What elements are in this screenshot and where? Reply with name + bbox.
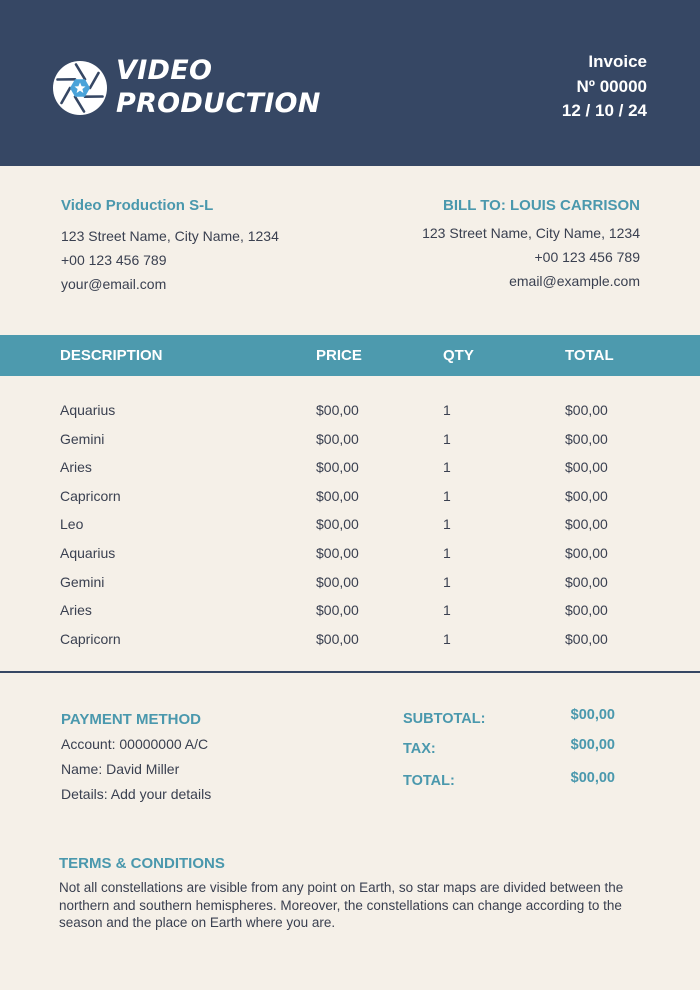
row-description: Gemini (60, 573, 105, 590)
table-row (0, 539, 700, 568)
row-total: $00,00 (565, 487, 608, 504)
row-price: $00,00 (316, 544, 359, 561)
sender-phone: +00 123 456 789 (61, 252, 167, 268)
subtotal-value: $00,00 (570, 707, 615, 723)
row-total: $00,00 (565, 516, 608, 533)
row-price: $00,00 (316, 630, 359, 647)
sender-email: your@email.com (61, 276, 167, 292)
tax-label: TAX: (403, 741, 436, 757)
row-price: $00,00 (316, 430, 359, 447)
total-label: TOTAL: (403, 773, 455, 789)
brand-name (116, 54, 321, 120)
invoice-label: Invoice (588, 52, 647, 71)
row-qty: 1 (443, 459, 451, 476)
table-divider (0, 671, 700, 673)
table-row (0, 396, 700, 425)
tax-value: $00,00 (570, 737, 615, 753)
sender-name: Video Production S-L (61, 197, 214, 214)
table-row (0, 482, 700, 511)
table-row (0, 568, 700, 597)
payment-account: Account: 00000000 A/C (61, 736, 209, 752)
invoice-number: Nº 00000 (576, 76, 647, 96)
row-qty: 1 (443, 430, 451, 447)
row-description: Capricorn (60, 487, 121, 504)
payment-details: Details: Add your details (61, 786, 212, 802)
column-header-total: TOTAL (565, 347, 614, 364)
table-row (0, 596, 700, 625)
total-value: $00,00 (570, 770, 615, 786)
table-row (0, 453, 700, 482)
row-total: $00,00 (565, 630, 608, 647)
row-description: Aquarius (60, 544, 116, 561)
row-total: $00,00 (565, 602, 608, 619)
items-table-header (0, 335, 700, 376)
row-qty: 1 (443, 516, 451, 533)
row-description: Capricorn (60, 630, 121, 647)
table-row (0, 625, 700, 654)
brand-line-1: VIDEO (116, 55, 213, 86)
table-row (0, 510, 700, 539)
row-total: $00,00 (565, 544, 608, 561)
row-qty: 1 (443, 402, 451, 418)
bill-to-phone: +00 123 456 789 (534, 249, 640, 265)
payment-title: PAYMENT METHOD (61, 711, 202, 728)
row-description: Aries (60, 602, 92, 619)
row-total: $00,00 (565, 430, 608, 447)
invoice-header (0, 0, 700, 166)
row-qty: 1 (443, 602, 451, 619)
bill-to-info (422, 196, 640, 293)
brand-line-2: PRODUCTION (116, 88, 321, 119)
row-price: $00,00 (316, 516, 359, 533)
column-header-qty: QTY (443, 347, 474, 364)
camera-aperture-star-icon (52, 60, 108, 116)
row-total: $00,00 (565, 573, 608, 590)
row-price: $00,00 (316, 459, 359, 476)
column-header-description: DESCRIPTION (60, 347, 163, 364)
subtotal-label: SUBTOTAL: (403, 711, 486, 727)
row-price: $00,00 (316, 487, 359, 504)
row-price: $00,00 (316, 402, 359, 418)
invoice-date: 12 / 10 / 24 (561, 101, 647, 120)
row-description: Gemini (60, 430, 105, 447)
row-qty: 1 (443, 573, 451, 590)
bill-to-address: 123 Street Name, City Name, 1234 (422, 225, 640, 241)
bill-to-email: email@example.com (509, 273, 640, 289)
row-price: $00,00 (316, 573, 359, 590)
sender-address: 123 Street Name, City Name, 1234 (61, 228, 279, 244)
totals-summary (403, 706, 623, 796)
payment-name: Name: David Miller (61, 761, 180, 777)
terms-title: TERMS & CONDITIONS (59, 855, 225, 872)
row-total: $00,00 (565, 459, 608, 476)
sender-info (61, 196, 279, 296)
items-table-body (0, 396, 700, 653)
row-qty: 1 (443, 544, 451, 561)
payment-method (61, 710, 211, 807)
row-description: Aquarius (60, 402, 116, 418)
terms-and-conditions (59, 854, 659, 932)
row-qty: 1 (443, 630, 451, 647)
column-header-price: PRICE (316, 347, 362, 364)
row-total: $00,00 (565, 402, 608, 418)
bill-to-title: BILL TO: LOUIS CARRISON (443, 197, 640, 214)
terms-body: Not all constellations are visible from any point on Earth, so star maps are divided between the northern and southern hemispheres. Moreover, the constellations can change according to the season and the place on Earth where you are. (59, 880, 624, 930)
row-description: Leo (60, 516, 84, 533)
invoice-meta (562, 50, 647, 124)
row-description: Aries (60, 459, 92, 476)
row-price: $00,00 (316, 602, 359, 619)
table-row (0, 425, 700, 454)
row-qty: 1 (443, 487, 451, 504)
